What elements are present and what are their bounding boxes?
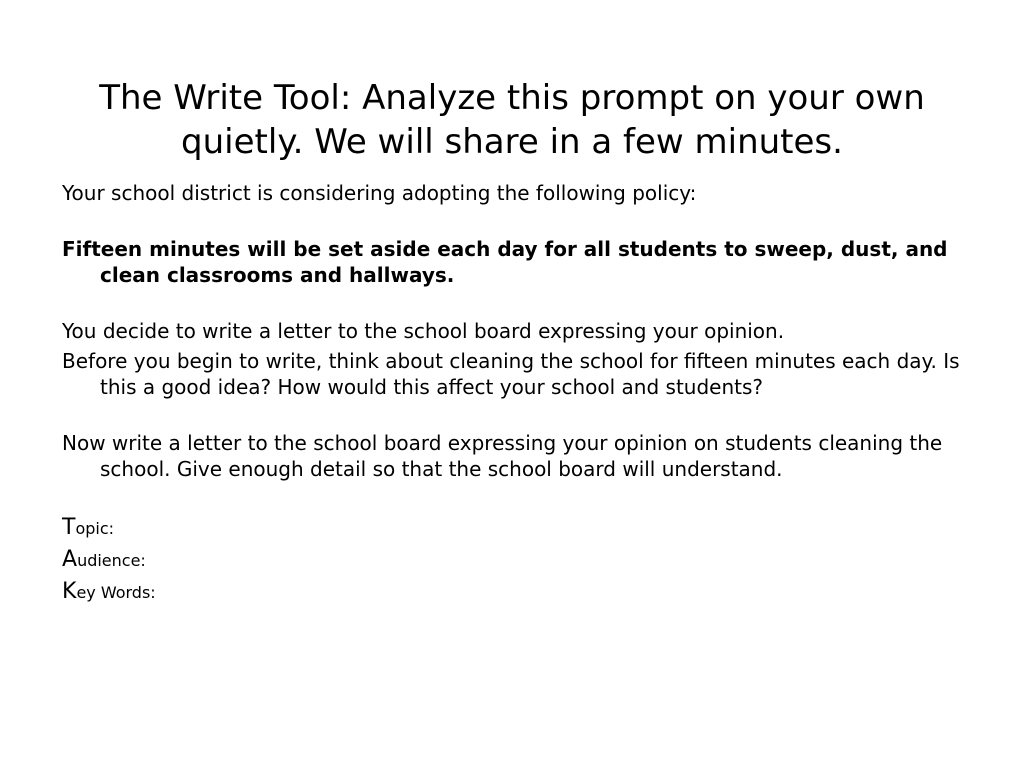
- keywords-label: ey Words:: [76, 583, 156, 602]
- tak-list: [62, 512, 962, 608]
- audience-initial: A: [62, 547, 78, 572]
- now-text: Now write a letter to the school board expressing your opinion on students cleaning the school. Give enough detail so that the school board will understand.: [62, 431, 943, 481]
- keywords-initial: K: [62, 579, 77, 604]
- policy-text: Fifteen minutes will be set aside each day for all students to sweep, dust, and clean classrooms and hallways.: [62, 237, 948, 287]
- slide-body: [62, 180, 962, 608]
- keywords-line: [62, 576, 962, 608]
- audience-line: [62, 544, 962, 576]
- before-text: Before you begin to write, think about cleaning the school for fifteen minutes each day. Is this a good idea? How would this affect your school and students?: [62, 349, 960, 399]
- slide-title: The Write Tool: Analyze this prompt on your own quietly. We will share in a few minutes.: [99, 78, 925, 162]
- decide-text: You decide to write a letter to the school board expressing your opinion.: [62, 319, 785, 343]
- intro-text: Your school district is considering adopting the following policy:: [62, 181, 697, 205]
- audience-label: udience:: [77, 551, 146, 570]
- topic-initial: T: [62, 515, 76, 540]
- topic-label: opic:: [75, 519, 115, 538]
- topic-line: [62, 512, 962, 544]
